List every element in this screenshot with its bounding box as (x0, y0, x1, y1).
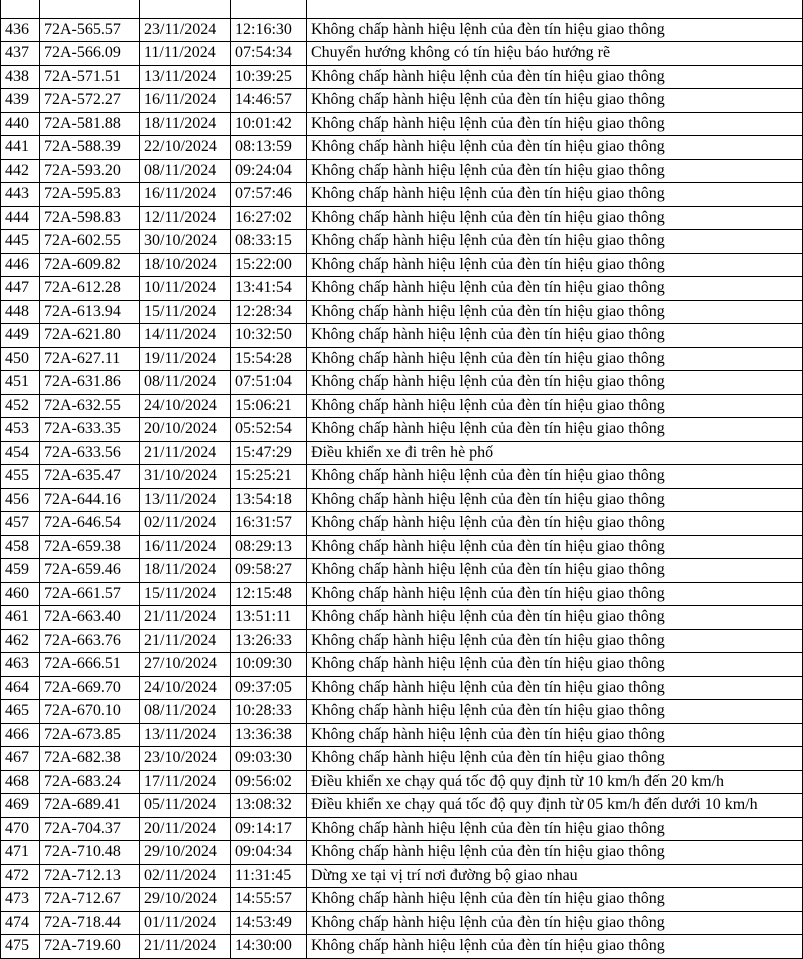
violation-description-cell: Không chấp hành hiệu lệnh của đèn tín hiệu giao thông (307, 300, 803, 324)
license-plate-cell (40, 0, 140, 18)
violation-date-cell: 21/11/2024 (140, 935, 231, 959)
row-number-cell: 452 (1, 394, 40, 418)
table-row (1, 394, 803, 418)
violation-time-cell: 13:08:32 (231, 794, 307, 818)
violation-time-cell: 15:22:00 (231, 253, 307, 277)
violation-time-cell: 14:46:57 (231, 89, 307, 113)
violation-date-cell: 18/11/2024 (140, 559, 231, 583)
violation-date-cell: 18/11/2024 (140, 112, 231, 136)
row-number-cell: 472 (1, 864, 40, 888)
violation-time-cell: 07:54:34 (231, 42, 307, 66)
table-row (1, 0, 803, 18)
violation-description-cell: Không chấp hành hiệu lệnh của đèn tín hiệu giao thông (307, 535, 803, 559)
license-plate-cell: 72A-719.60 (40, 935, 140, 959)
violation-date-cell: 13/11/2024 (140, 723, 231, 747)
violation-time-cell: 15:54:28 (231, 347, 307, 371)
row-number-cell: 455 (1, 465, 40, 489)
violation-time-cell (231, 0, 307, 18)
violation-description-cell: Không chấp hành hiệu lệnh của đèn tín hiệu giao thông (307, 606, 803, 630)
violation-time-cell: 10:09:30 (231, 653, 307, 677)
license-plate-cell: 72A-712.13 (40, 864, 140, 888)
license-plate-cell: 72A-571.51 (40, 65, 140, 89)
table-row (1, 18, 803, 42)
violation-date-cell: 12/11/2024 (140, 206, 231, 230)
violation-date-cell: 15/11/2024 (140, 300, 231, 324)
violation-time-cell: 15:06:21 (231, 394, 307, 418)
license-plate-cell: 72A-710.48 (40, 841, 140, 865)
violation-time-cell: 14:53:49 (231, 911, 307, 935)
row-number-cell: 456 (1, 488, 40, 512)
table-row (1, 700, 803, 724)
violation-time-cell: 13:54:18 (231, 488, 307, 512)
violation-description-cell: Chuyển hướng không có tín hiệu báo hướng rẽ (307, 42, 803, 66)
violation-time-cell: 11:31:45 (231, 864, 307, 888)
violation-date-cell: 08/11/2024 (140, 371, 231, 395)
row-number-cell: 439 (1, 89, 40, 113)
violation-date-cell: 19/11/2024 (140, 347, 231, 371)
violation-time-cell: 13:26:33 (231, 629, 307, 653)
violation-time-cell: 09:03:30 (231, 747, 307, 771)
table-row (1, 230, 803, 254)
license-plate-cell: 72A-644.16 (40, 488, 140, 512)
violation-time-cell: 10:28:33 (231, 700, 307, 724)
violation-table-body (1, 0, 803, 958)
violation-description-cell (307, 0, 803, 18)
row-number-cell: 470 (1, 817, 40, 841)
row-number-cell: 449 (1, 324, 40, 348)
table-row (1, 253, 803, 277)
violation-date-cell: 30/10/2024 (140, 230, 231, 254)
table-row (1, 794, 803, 818)
violation-description-cell: Điều khiển xe chạy quá tốc độ quy định từ 05 km/h đến dưới 10 km/h (307, 794, 803, 818)
violation-description-cell: Không chấp hành hiệu lệnh của đèn tín hiệu giao thông (307, 136, 803, 160)
table-row (1, 206, 803, 230)
table-row (1, 300, 803, 324)
violation-description-cell: Không chấp hành hiệu lệnh của đèn tín hiệu giao thông (307, 418, 803, 442)
row-number-cell: 436 (1, 18, 40, 42)
row-number-cell: 465 (1, 700, 40, 724)
table-row (1, 418, 803, 442)
violation-description-cell: Không chấp hành hiệu lệnh của đèn tín hiệu giao thông (307, 582, 803, 606)
violation-time-cell: 07:57:46 (231, 183, 307, 207)
violation-time-cell: 13:36:38 (231, 723, 307, 747)
violation-time-cell: 10:01:42 (231, 112, 307, 136)
violation-description-cell: Không chấp hành hiệu lệnh của đèn tín hiệu giao thông (307, 653, 803, 677)
table-row (1, 817, 803, 841)
license-plate-cell: 72A-633.35 (40, 418, 140, 442)
violation-time-cell: 10:32:50 (231, 324, 307, 348)
row-number-cell: 467 (1, 747, 40, 771)
table-row (1, 324, 803, 348)
violation-date-cell: 08/11/2024 (140, 159, 231, 183)
license-plate-cell: 72A-663.76 (40, 629, 140, 653)
violation-description-cell: Không chấp hành hiệu lệnh của đèn tín hiệu giao thông (307, 512, 803, 536)
violation-time-cell: 14:55:57 (231, 888, 307, 912)
violation-description-cell: Không chấp hành hiệu lệnh của đèn tín hiệu giao thông (307, 230, 803, 254)
violation-time-cell: 13:41:54 (231, 277, 307, 301)
violation-date-cell (140, 0, 231, 18)
violation-description-cell: Không chấp hành hiệu lệnh của đèn tín hiệu giao thông (307, 888, 803, 912)
row-number-cell: 440 (1, 112, 40, 136)
violation-description-cell: Điều khiển xe chạy quá tốc độ quy định từ 10 km/h đến 20 km/h (307, 770, 803, 794)
violation-date-cell: 16/11/2024 (140, 183, 231, 207)
row-number-cell: 438 (1, 65, 40, 89)
table-row (1, 864, 803, 888)
row-number-cell: 441 (1, 136, 40, 160)
violation-description-cell: Không chấp hành hiệu lệnh của đèn tín hiệu giao thông (307, 559, 803, 583)
violation-description-cell: Không chấp hành hiệu lệnh của đèn tín hiệu giao thông (307, 253, 803, 277)
violation-date-cell: 17/11/2024 (140, 770, 231, 794)
row-number-cell: 450 (1, 347, 40, 371)
violation-description-cell: Không chấp hành hiệu lệnh của đèn tín hiệu giao thông (307, 89, 803, 113)
violation-date-cell: 23/11/2024 (140, 18, 231, 42)
violation-time-cell: 09:37:05 (231, 676, 307, 700)
violation-time-cell: 09:56:02 (231, 770, 307, 794)
table-row (1, 89, 803, 113)
row-number-cell: 460 (1, 582, 40, 606)
violation-description-cell: Không chấp hành hiệu lệnh của đèn tín hiệu giao thông (307, 841, 803, 865)
table-row (1, 488, 803, 512)
table-row (1, 136, 803, 160)
violation-time-cell: 12:16:30 (231, 18, 307, 42)
license-plate-cell: 72A-566.09 (40, 42, 140, 66)
table-row (1, 112, 803, 136)
license-plate-cell: 72A-631.86 (40, 371, 140, 395)
row-number-cell: 473 (1, 888, 40, 912)
table-row (1, 512, 803, 536)
violation-date-cell: 29/10/2024 (140, 841, 231, 865)
violation-date-cell: 11/11/2024 (140, 42, 231, 66)
table-row (1, 277, 803, 301)
license-plate-cell: 72A-635.47 (40, 465, 140, 489)
license-plate-cell: 72A-663.40 (40, 606, 140, 630)
table-row (1, 841, 803, 865)
violation-description-cell: Không chấp hành hiệu lệnh của đèn tín hiệu giao thông (307, 747, 803, 771)
violation-description-cell: Không chấp hành hiệu lệnh của đèn tín hiệu giao thông (307, 206, 803, 230)
violation-date-cell: 08/11/2024 (140, 700, 231, 724)
license-plate-cell: 72A-682.38 (40, 747, 140, 771)
violation-date-cell: 15/11/2024 (140, 582, 231, 606)
row-number-cell: 471 (1, 841, 40, 865)
row-number-cell: 468 (1, 770, 40, 794)
license-plate-cell: 72A-581.88 (40, 112, 140, 136)
violation-time-cell: 14:30:00 (231, 935, 307, 959)
violation-date-cell: 02/11/2024 (140, 512, 231, 536)
violation-date-cell: 24/10/2024 (140, 676, 231, 700)
violation-date-cell: 31/10/2024 (140, 465, 231, 489)
row-number-cell: 442 (1, 159, 40, 183)
license-plate-cell: 72A-646.54 (40, 512, 140, 536)
violation-date-cell: 27/10/2024 (140, 653, 231, 677)
violation-date-cell: 21/11/2024 (140, 629, 231, 653)
violation-description-cell: Dừng xe tại vị trí nơi đường bộ giao nhau (307, 864, 803, 888)
license-plate-cell: 72A-633.56 (40, 441, 140, 465)
violation-time-cell: 09:14:17 (231, 817, 307, 841)
violation-description-cell: Điều khiển xe đi trên hè phố (307, 441, 803, 465)
license-plate-cell: 72A-572.27 (40, 89, 140, 113)
violation-date-cell: 29/10/2024 (140, 888, 231, 912)
license-plate-cell: 72A-661.57 (40, 582, 140, 606)
row-number-cell: 462 (1, 629, 40, 653)
license-plate-cell: 72A-621.80 (40, 324, 140, 348)
violation-description-cell: Không chấp hành hiệu lệnh của đèn tín hiệu giao thông (307, 18, 803, 42)
table-row (1, 629, 803, 653)
violation-description-cell: Không chấp hành hiệu lệnh của đèn tín hiệu giao thông (307, 347, 803, 371)
violation-time-cell: 13:51:11 (231, 606, 307, 630)
violation-time-cell: 12:15:48 (231, 582, 307, 606)
table-row (1, 747, 803, 771)
table-row (1, 676, 803, 700)
table-row (1, 441, 803, 465)
violation-description-cell: Không chấp hành hiệu lệnh của đèn tín hiệu giao thông (307, 159, 803, 183)
row-number-cell: 457 (1, 512, 40, 536)
row-number-cell: 453 (1, 418, 40, 442)
violation-date-cell: 05/11/2024 (140, 794, 231, 818)
violation-date-cell: 13/11/2024 (140, 65, 231, 89)
license-plate-cell: 72A-602.55 (40, 230, 140, 254)
table-row (1, 159, 803, 183)
row-number-cell: 444 (1, 206, 40, 230)
violation-date-cell: 16/11/2024 (140, 535, 231, 559)
table-row (1, 347, 803, 371)
table-row (1, 65, 803, 89)
table-row (1, 559, 803, 583)
row-number-cell: 446 (1, 253, 40, 277)
violation-date-cell: 22/10/2024 (140, 136, 231, 160)
violation-description-cell: Không chấp hành hiệu lệnh của đèn tín hiệu giao thông (307, 371, 803, 395)
violation-date-cell: 13/11/2024 (140, 488, 231, 512)
table-row (1, 582, 803, 606)
license-plate-cell: 72A-712.67 (40, 888, 140, 912)
violation-description-cell: Không chấp hành hiệu lệnh của đèn tín hiệu giao thông (307, 676, 803, 700)
violation-time-cell: 07:51:04 (231, 371, 307, 395)
row-number-cell (1, 0, 40, 18)
row-number-cell: 466 (1, 723, 40, 747)
row-number-cell: 451 (1, 371, 40, 395)
violation-date-cell: 21/11/2024 (140, 606, 231, 630)
row-number-cell: 458 (1, 535, 40, 559)
license-plate-cell: 72A-612.28 (40, 277, 140, 301)
violation-description-cell: Không chấp hành hiệu lệnh của đèn tín hiệu giao thông (307, 465, 803, 489)
violation-description-cell: Không chấp hành hiệu lệnh của đèn tín hiệu giao thông (307, 629, 803, 653)
license-plate-cell: 72A-595.83 (40, 183, 140, 207)
license-plate-cell: 72A-565.57 (40, 18, 140, 42)
license-plate-cell: 72A-613.94 (40, 300, 140, 324)
license-plate-cell: 72A-718.44 (40, 911, 140, 935)
license-plate-cell: 72A-627.11 (40, 347, 140, 371)
violation-time-cell: 09:04:34 (231, 841, 307, 865)
license-plate-cell: 72A-666.51 (40, 653, 140, 677)
table-row (1, 465, 803, 489)
license-plate-cell: 72A-670.10 (40, 700, 140, 724)
violation-description-cell: Không chấp hành hiệu lệnh của đèn tín hiệu giao thông (307, 65, 803, 89)
license-plate-cell: 72A-673.85 (40, 723, 140, 747)
violation-date-cell: 20/10/2024 (140, 418, 231, 442)
license-plate-cell: 72A-704.37 (40, 817, 140, 841)
license-plate-cell: 72A-593.20 (40, 159, 140, 183)
row-number-cell: 459 (1, 559, 40, 583)
license-plate-cell: 72A-689.41 (40, 794, 140, 818)
table-row (1, 723, 803, 747)
license-plate-cell: 72A-659.46 (40, 559, 140, 583)
license-plate-cell: 72A-588.39 (40, 136, 140, 160)
license-plate-cell: 72A-683.24 (40, 770, 140, 794)
violation-description-cell: Không chấp hành hiệu lệnh của đèn tín hiệu giao thông (307, 911, 803, 935)
violation-description-cell: Không chấp hành hiệu lệnh của đèn tín hiệu giao thông (307, 817, 803, 841)
violation-date-cell: 18/10/2024 (140, 253, 231, 277)
violation-description-cell: Không chấp hành hiệu lệnh của đèn tín hiệu giao thông (307, 700, 803, 724)
row-number-cell: 447 (1, 277, 40, 301)
violation-time-cell: 16:27:02 (231, 206, 307, 230)
table-row (1, 935, 803, 959)
license-plate-cell: 72A-669.70 (40, 676, 140, 700)
row-number-cell: 475 (1, 935, 40, 959)
table-row (1, 770, 803, 794)
violation-date-cell: 01/11/2024 (140, 911, 231, 935)
violation-date-cell: 23/10/2024 (140, 747, 231, 771)
license-plate-cell: 72A-659.38 (40, 535, 140, 559)
violation-description-cell: Không chấp hành hiệu lệnh của đèn tín hiệu giao thông (307, 394, 803, 418)
violation-description-cell: Không chấp hành hiệu lệnh của đèn tín hiệu giao thông (307, 277, 803, 301)
row-number-cell: 469 (1, 794, 40, 818)
row-number-cell: 464 (1, 676, 40, 700)
violation-date-cell: 16/11/2024 (140, 89, 231, 113)
violation-time-cell: 08:13:59 (231, 136, 307, 160)
violation-time-cell: 15:25:21 (231, 465, 307, 489)
license-plate-cell: 72A-609.82 (40, 253, 140, 277)
table-row (1, 183, 803, 207)
violation-description-cell: Không chấp hành hiệu lệnh của đèn tín hiệu giao thông (307, 488, 803, 512)
violation-time-cell: 15:47:29 (231, 441, 307, 465)
violation-description-cell: Không chấp hành hiệu lệnh của đèn tín hiệu giao thông (307, 324, 803, 348)
violation-date-cell: 10/11/2024 (140, 277, 231, 301)
violation-description-cell: Không chấp hành hiệu lệnh của đèn tín hiệu giao thông (307, 112, 803, 136)
table-row (1, 371, 803, 395)
table-row (1, 888, 803, 912)
table-row (1, 653, 803, 677)
violation-description-cell: Không chấp hành hiệu lệnh của đèn tín hiệu giao thông (307, 183, 803, 207)
violation-time-cell: 09:24:04 (231, 159, 307, 183)
violation-date-cell: 24/10/2024 (140, 394, 231, 418)
row-number-cell: 454 (1, 441, 40, 465)
row-number-cell: 474 (1, 911, 40, 935)
table-row (1, 606, 803, 630)
row-number-cell: 463 (1, 653, 40, 677)
violation-time-cell: 16:31:57 (231, 512, 307, 536)
license-plate-cell: 72A-598.83 (40, 206, 140, 230)
table-row (1, 535, 803, 559)
violation-description-cell: Không chấp hành hiệu lệnh của đèn tín hiệu giao thông (307, 723, 803, 747)
row-number-cell: 443 (1, 183, 40, 207)
violation-time-cell: 05:52:54 (231, 418, 307, 442)
row-number-cell: 448 (1, 300, 40, 324)
row-number-cell: 437 (1, 42, 40, 66)
license-plate-cell: 72A-632.55 (40, 394, 140, 418)
violation-date-cell: 21/11/2024 (140, 441, 231, 465)
row-number-cell: 461 (1, 606, 40, 630)
row-number-cell: 445 (1, 230, 40, 254)
violation-date-cell: 02/11/2024 (140, 864, 231, 888)
violation-date-cell: 20/11/2024 (140, 817, 231, 841)
table-row (1, 911, 803, 935)
violation-time-cell: 12:28:34 (231, 300, 307, 324)
violation-time-cell: 10:39:25 (231, 65, 307, 89)
violation-description-cell: Không chấp hành hiệu lệnh của đèn tín hiệu giao thông (307, 935, 803, 959)
violation-date-cell: 14/11/2024 (140, 324, 231, 348)
violation-time-cell: 08:29:13 (231, 535, 307, 559)
violation-time-cell: 09:58:27 (231, 559, 307, 583)
table-row (1, 42, 803, 66)
violation-time-cell: 08:33:15 (231, 230, 307, 254)
